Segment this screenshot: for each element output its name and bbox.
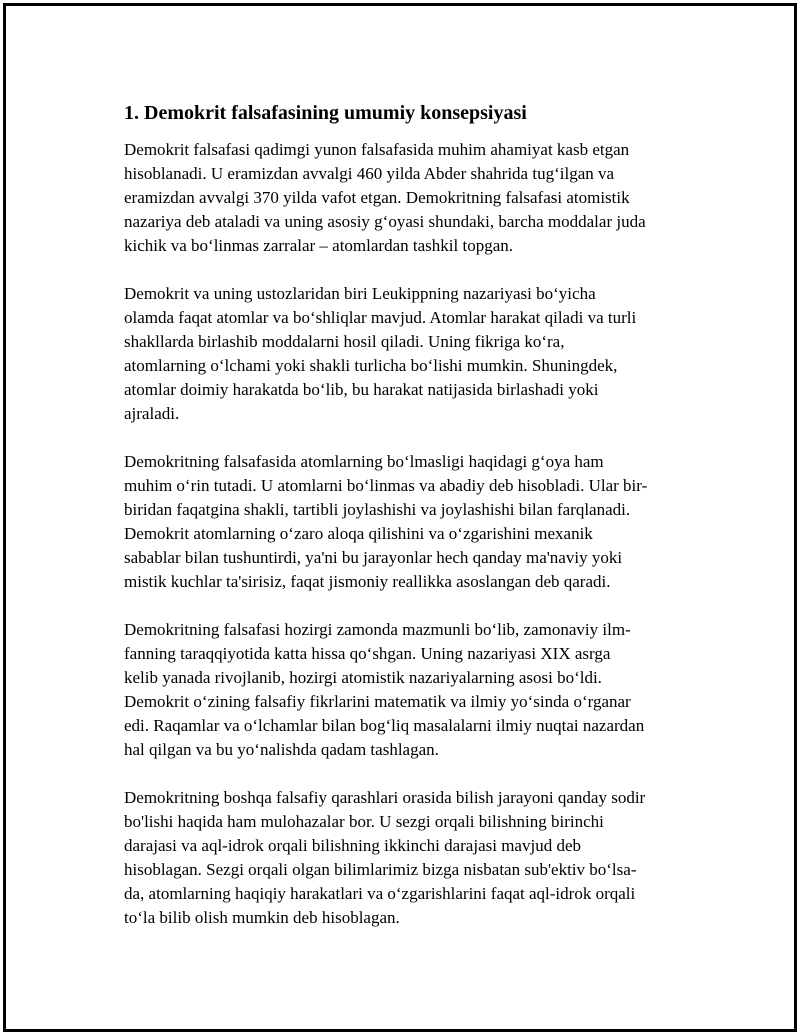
page-title: 1. Demokrit falsafasining umumiy konsepsiyasi [124, 102, 527, 124]
text-line: muhim o‘rin tutadi. U atomlarni bo‘linmas va abadiy deb hisobladi. Ular bir- [124, 476, 648, 495]
text-line: biridan faqatgina shakli, tartibli joylashishi va joylashishi bilan farqlanadi. [124, 500, 631, 519]
text-line: edi. Raqamlar va o‘lchamlar bilan bog‘liq masalalarni ilmiy nuqtai nazardan [124, 716, 645, 735]
text-line: hisoblagan. Sezgi orqali olgan bilimlarimiz bizga nisbatan sub'ektiv bo‘lsa- [124, 860, 637, 879]
text-line: kelib yanada rivojlanib, hozirgi atomistik nazariyalarning asosi bo‘ldi. [124, 668, 602, 687]
paragraph-5 [121, 786, 693, 930]
page-frame [3, 3, 797, 1032]
text-line: Demokrit falsafasi qadimgi yunon falsafasida muhim ahamiyat kasb etgan [124, 140, 630, 159]
text-line: ajraladi. [124, 404, 180, 423]
text-line: hal qilgan va bu yo‘nalishda qadam tashlagan. [124, 740, 439, 759]
text-line: mistik kuchlar ta'sirisiz, faqat jismoniy reallikka asoslangan deb qaradi. [124, 572, 611, 591]
text-line: darajasi va aql-idrok orqali bilishning ikkinchi darajasi mavjud deb [124, 836, 581, 855]
paragraph-2 [121, 282, 693, 426]
text-line: Demokrit va uning ustozlaridan biri Leukippning nazariyasi bo‘yicha [124, 284, 596, 303]
text-line: nazariya deb ataladi va uning asosiy g‘oyasi shundaki, barcha moddalar juda [124, 212, 646, 231]
paragraph-3 [121, 450, 693, 594]
text-line: kichik va bo‘linmas zarralar – atomlardan tashkil topgan. [124, 236, 513, 255]
text-line: fanning taraqqiyotida katta hissa qo‘shgan. Uning nazariyasi XIX asrga [124, 644, 611, 663]
document-body [121, 100, 693, 954]
text-line: olamda faqat atomlar va bo‘shliqlar mavjud. Atomlar harakat qiladi va turli [124, 308, 637, 327]
text-line: hisoblanadi. U eramizdan avvalgi 460 yilda Abder shahrida tug‘ilgan va [124, 164, 615, 183]
text-line: atomlarning o‘lchami yoki shakli turlicha bo‘lishi mumkin. Shuningdek, [124, 356, 618, 375]
text-line: Demokrit o‘zining falsafiy fikrlarini matematik va ilmiy yo‘sinda o‘rganar [124, 692, 631, 711]
text-line: Demokritning falsafasi hozirgi zamonda mazmunli bo‘lib, zamonaviy ilm- [124, 620, 631, 639]
text-line: shakllarda birlashib moddalarni hosil qiladi. Uning fikriga ko‘ra, [124, 332, 565, 351]
text-line: eramizdan avvalgi 370 yilda vafot etgan. Demokritning falsafasi atomistik [124, 188, 630, 207]
text-line: Demokritning falsafasida atomlarning bo‘lmasligi haqidagi g‘oya ham [124, 452, 604, 471]
text-line: da, atomlarning haqiqiy harakatlari va o‘zgarishlarini faqat aql-idrok orqali [124, 884, 636, 903]
paragraph-4 [121, 618, 693, 762]
text-line: to‘la bilib olish mumkin deb hisoblagan. [124, 908, 400, 927]
text-line: sabablar bilan tushuntirdi, ya'ni bu jarayonlar hech qanday ma'naviy yoki [124, 548, 623, 567]
paragraph-1 [121, 138, 693, 258]
text-line: Demokrit atomlarning o‘zaro aloqa qilishini va o‘zgarishini mexanik [124, 524, 593, 543]
text-line: atomlar doimiy harakatda bo‘lib, bu harakat natijasida birlashadi yoki [124, 380, 599, 399]
text-line: Demokritning boshqa falsafiy qarashlari orasida bilish jarayoni qanday sodir [124, 788, 646, 807]
text-line: bo'lishi haqida ham mulohazalar bor. U sezgi orqali bilishning birinchi [124, 812, 604, 831]
